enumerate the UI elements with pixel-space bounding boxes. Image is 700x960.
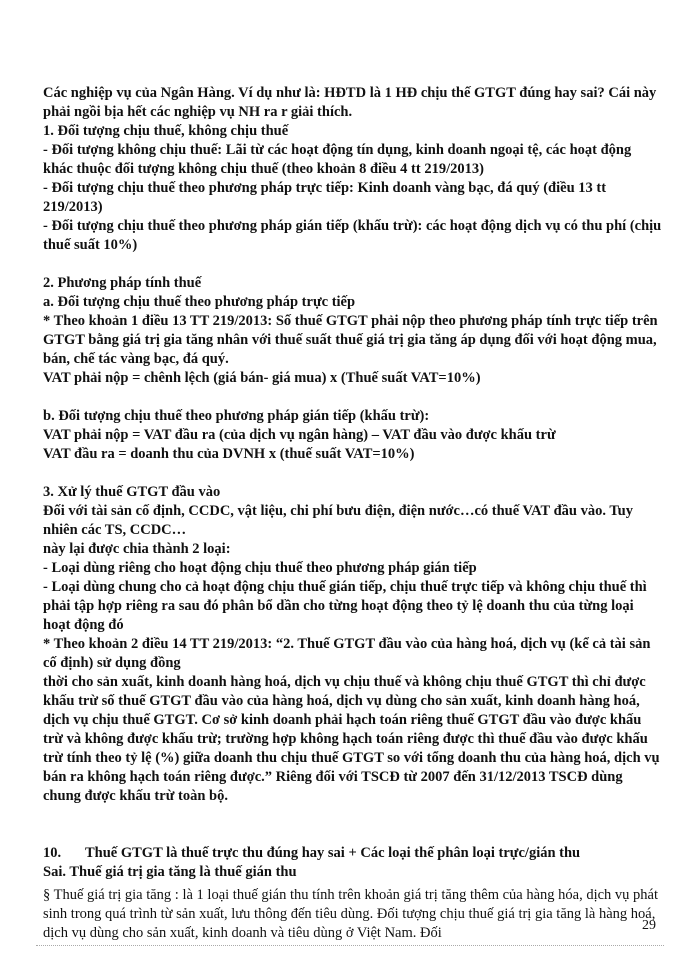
- intro-paragraph: Các nghiệp vụ của Ngân Hàng. Ví dụ như là: HĐTD là 1 HĐ chịu thế GTGT đúng hay sai? Cái này phải ngồi bịa hết các nghiệp vụ NH ra r giải thích.: [43, 85, 657, 120]
- question-10-heading: [43, 844, 663, 863]
- section-1-item-direct: - Đối tượng chịu thuế theo phương pháp trực tiếp: Kinh doanh vàng bạc, đá quý (điều 13 tt 219/2013): [43, 180, 607, 215]
- section-3-paragraph-2: này lại được chia thành 2 loại:: [43, 541, 231, 557]
- section-1-item-non-taxable: - Đối tượng không chịu thuế: Lãi từ các hoạt động tín dụng, kinh doanh ngoại tệ, các hoạt động khác thuộc đối tượng không chịu thuế (theo khoản 8 điều 4 tt 219/2013): [43, 142, 632, 177]
- section-2b-formula-2: VAT đầu ra = doanh thu của DVNH x (thuế suất VAT=10%): [43, 446, 415, 462]
- section-3-paragraph-1: Đối với tài sản cố định, CCDC, vật liệu, chi phí bưu điện, điện nước…có thuế VAT đầu vào. Tuy nhiên các TS, CCDC…: [43, 503, 633, 538]
- section-3-item-shared: - Loại dùng chung cho cả hoạt động chịu thuế gián tiếp, chịu thuế trực tiếp và không chịu thuế thì phải tập hợp riêng ra sau đó phân bổ dần cho từng hoạt động theo tỷ lệ doanh thu của từng loại hoạt động đó: [43, 579, 647, 633]
- question-10-paragraph: § Thuế giá trị gia tăng : là 1 loại thuế gián thu tính trên khoản giá trị tăng thêm của hàng hóa, dịch vụ phát sinh trong quá trình từ sản xuất, lưu thông đến tiêu dùng. Đối tượng chịu thuế giá trị gia tăng là hàng hoá, dịch vụ dùng cho sản xuất, kinh doanh và tiêu dùng ở Việt Nam. Đối: [43, 887, 659, 941]
- document-body: [43, 84, 663, 943]
- question-10-title: Thuế GTGT là thuế trực thu đúng hay sai + Các loại thế phân loại trực/gián thu: [85, 845, 581, 861]
- section-2a-formula: VAT phải nộp = chênh lệch (giá bán- giá mua) x (Thuế suất VAT=10%): [43, 370, 481, 386]
- question-10-answer: Sai. Thuế giá trị gia tăng là thuế gián thu: [43, 864, 297, 880]
- section-2b-formula-1: VAT phải nộp = VAT đầu ra (của dịch vụ ngân hàng) – VAT đầu vào được khấu trừ: [43, 427, 556, 443]
- section-2-heading: 2. Phương pháp tính thuế: [43, 275, 202, 291]
- page-bottom-divider: [36, 945, 664, 946]
- section-1-heading: 1. Đối tượng chịu thuế, không chịu thuế: [43, 123, 289, 139]
- section-3-quote-heading: * Theo khoản 2 điều 14 TT 219/2013: “2. Thuế GTGT đầu vào của hàng hoá, dịch vụ (kể cả tài sản cố định) sử dụng đồng: [43, 636, 651, 671]
- page-number: 29: [642, 918, 656, 933]
- question-10-number: 10.: [43, 845, 62, 861]
- section-2a-heading: a. Đối tượng chịu thuế theo phương pháp trực tiếp: [43, 294, 356, 310]
- section-2b-heading: b. Đối tượng chịu thuế theo phương pháp gián tiếp (khấu trừ):: [43, 408, 430, 424]
- section-1-item-indirect: - Đối tượng chịu thuế theo phương pháp gián tiếp (khấu trừ): các hoạt động dịch vụ có thu phí (chịu thuế suất 10%): [43, 218, 662, 253]
- section-3-item-separate: - Loại dùng riêng cho hoạt động chịu thuế theo phương pháp gián tiếp: [43, 560, 477, 576]
- section-2a-paragraph: * Theo khoản 1 điều 13 TT 219/2013: Số thuế GTGT phải nộp theo phương pháp tính trực tiếp trên GTGT bằng giá trị gia tăng nhân với thuế suất thuế giá trị gia tăng áp dụng đối với hoạt động mua, bán, chế tác vàng bạc, đá quý.: [43, 313, 658, 367]
- section-3-quote-body: thời cho sản xuất, kinh doanh hàng hoá, dịch vụ chịu thuế và không chịu thuế GTGT thì chỉ được khấu trừ số thuế GTGT đầu vào của hàng hoá, dịch vụ dùng cho sản xuất, kinh doanh hàng hoá, dịch vụ chịu thuế GTGT. Cơ sở kinh doanh phải hạch toán riêng thuế GTGT đầu vào được khấu trừ và không được khấu trừ; trường hợp không hạch toán riêng được thì thuế đầu vào được khấu trừ tính theo tỷ lệ (%) giữa doanh thu chịu thuế GTGT so với tổng doanh thu của hàng hoá, dịch vụ bán ra không hạch toán riêng được.” Riêng đối với TSCĐ từ 2007 đến 31/12/2013 TSCĐ dùng chung được khấu trừ toàn bộ.: [43, 674, 660, 804]
- section-3-heading: 3. Xử lý thuế GTGT đầu vào: [43, 484, 221, 500]
